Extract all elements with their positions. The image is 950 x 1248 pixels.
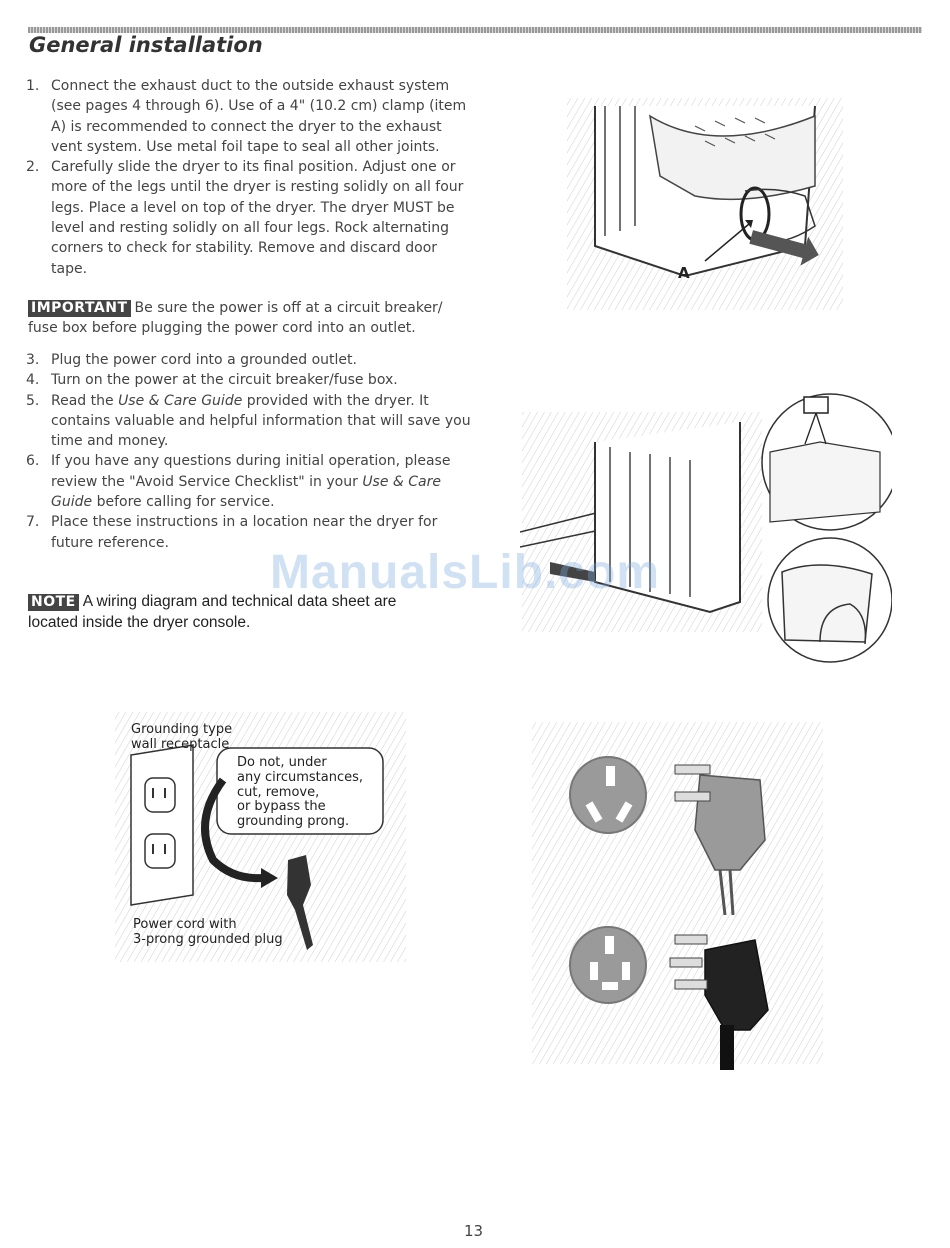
step-item [26, 157, 471, 279]
receptacle-label-2: wall receptacle [131, 737, 230, 752]
page-number: 13 [464, 1222, 484, 1240]
step-number: 4. [26, 372, 40, 389]
step-number: 2. [26, 159, 40, 176]
step-text: Carefully slide the dryer to its final position. Adjust one or more of the legs until the dryer is resting solidly on all four legs. Place a level on top of the dryer. The dryer MUST be level and resting solidly on all four legs. Rock alternating corners to check for stability. Remove and discard door tape. [51, 159, 464, 277]
note-text: A wiring diagram and technical data sheet are located inside the dryer console. [28, 593, 397, 631]
important-notice [28, 298, 468, 339]
important-text: Be sure the power is off at a circuit breaker/ fuse box before plugging the power cord into an outlet. [28, 300, 443, 337]
cord-label-2: 3-prong grounded plug [133, 932, 283, 947]
step-text: Place these instructions in a location near the dryer for future reference. [51, 514, 438, 551]
step-item [26, 391, 471, 452]
important-tag: IMPORTANT [28, 300, 131, 317]
page-title: General installation [29, 33, 263, 57]
warning-line-2: any circumstances, [237, 770, 364, 785]
step-text: Connect the exhaust duct to the outside exhaust system (see pages 4 through 6). Use of a 4" (10.2 cm) clamp (item A) is recommended to connect the dryer to the exhaust vent system. Use metal foil tape to seal all other joints. [51, 78, 467, 155]
warning-line-1: Do not, under [237, 755, 327, 770]
grounding-receptacle-illustration [113, 710, 408, 965]
label-a: A [678, 264, 690, 282]
step-item [26, 350, 471, 370]
step-item [26, 76, 471, 157]
step-number: 3. [26, 352, 40, 368]
warning-line-3: cut, remove, [237, 785, 320, 800]
step-text-pre: Read the [51, 392, 119, 409]
step-number: 6. [26, 453, 40, 470]
exhaust-clamp-illustration [565, 96, 845, 312]
cord-label-1: Power cord with [133, 917, 237, 932]
step-number: 1. [26, 78, 40, 94]
step-text: Turn on the power at the circuit breaker/fuse box. [51, 372, 398, 389]
warning-line-5: grounding prong. [237, 814, 350, 829]
guide-title: Use & Care Guide [51, 473, 442, 511]
step-number: 5. [26, 392, 40, 409]
receptacle-label-1: Grounding type [131, 722, 233, 737]
step-text-pre: If you have any questions during initial operation, please review the "Avoid Service Checklist" in your [51, 453, 451, 490]
step-item [26, 451, 471, 512]
leveling-illustration [520, 382, 892, 667]
step-text: Plug the power cord into a grounded outlet. [51, 352, 357, 368]
steps-list-b [26, 350, 471, 553]
guide-title: Use & Care Guide [118, 392, 243, 409]
step-text-post: provided with the dryer. It contains valuable and helpful information that will save you time and money. [51, 392, 471, 450]
note-tag: NOTE [28, 594, 79, 611]
step-number: 7. [26, 514, 40, 531]
steps-list-a [26, 76, 471, 279]
warning-line-4: or bypass the [237, 799, 326, 814]
step-item [26, 370, 471, 390]
step-text-post: before calling for service. [92, 494, 275, 511]
plug-types-illustration [530, 720, 825, 1075]
watermark: ManualsLib.com [270, 546, 661, 599]
